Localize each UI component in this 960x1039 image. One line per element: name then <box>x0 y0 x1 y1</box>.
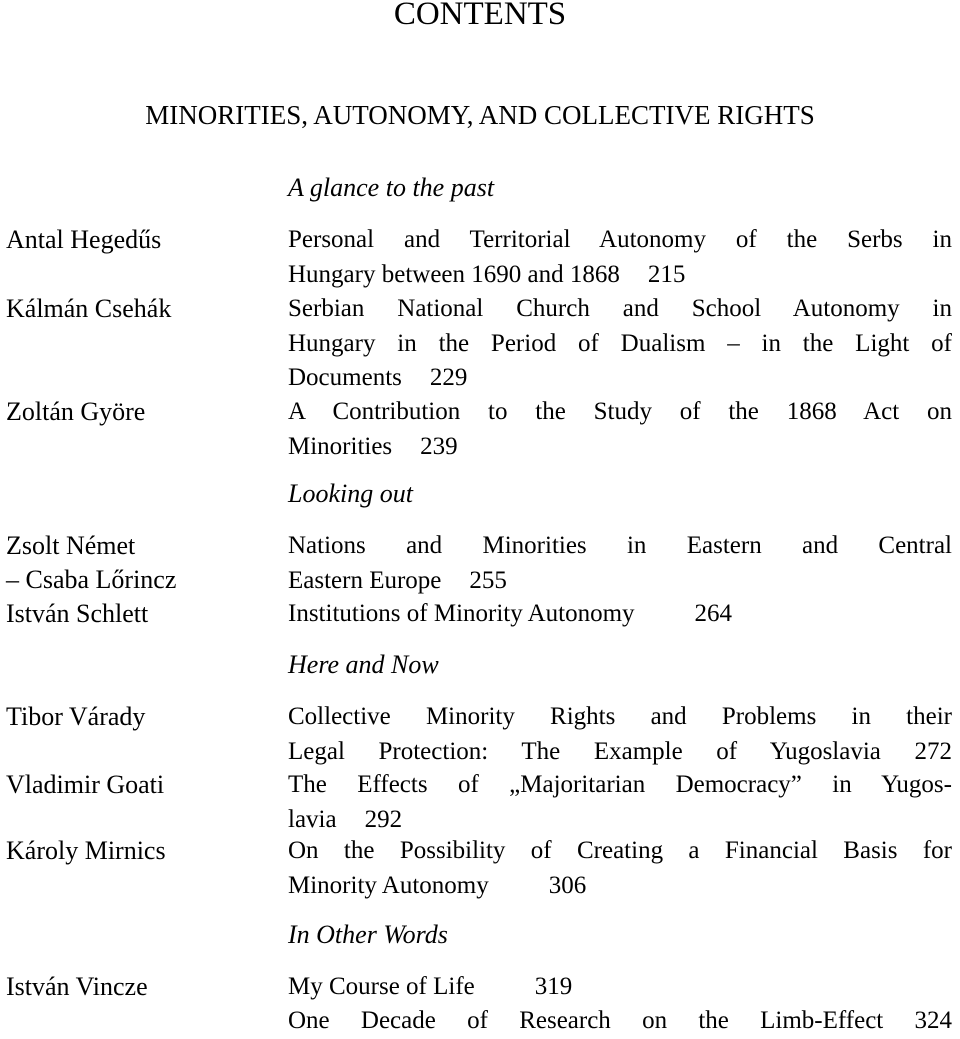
page-title: CONTENTS <box>393 0 567 32</box>
book-subtitle: MINORITIES, AUTONOMY, AND COLLECTIVE RIGHTS <box>145 100 815 130</box>
author-cseh-k: Kálmán Csehák <box>6 294 172 323</box>
toc-entry-1868-act[interactable] <box>288 395 952 464</box>
page-number: 272 <box>914 737 952 765</box>
entry-title-line: Minority Autonomy 306 <box>288 869 952 904</box>
page-number: 255 <box>469 566 507 594</box>
page-number: 319 <box>534 973 573 1000</box>
section-heading-past: A glance to the past <box>288 173 495 202</box>
toc-entry-financial-basis[interactable] <box>288 834 952 903</box>
author-gyore: Zoltán Györe <box>6 397 146 426</box>
author-vincze: István Vincze <box>6 972 148 1001</box>
toc-entry-course-of-life[interactable] <box>288 970 952 1005</box>
entry-title-line: Hungary between 1690 and 1868 215 <box>288 258 952 293</box>
author-goati: Vladimir Goati <box>6 770 165 799</box>
page-number: 264 <box>694 600 733 627</box>
entry-title-line: Collective Minority Rights and Problems in their <box>288 703 952 730</box>
entry-title-line: lavia 292 <box>288 803 952 838</box>
entry-title-line: Legal Protection: The Example of Yugoslavia 272 <box>288 737 952 765</box>
toc-entry-limb-effect[interactable] <box>288 1004 952 1039</box>
entry-title-line: Institutions of Minority Autonomy 264 <box>288 597 952 632</box>
page-number: 292 <box>364 805 403 833</box>
entry-title-line: Eastern Europe 255 <box>288 564 952 599</box>
section-heading-here-and-now: Here and Now <box>288 650 439 679</box>
entry-title-line: My Course of Life 319 <box>288 970 952 1005</box>
entry-title-line: The Effects of „Majoritarian Democracy” in Yugos- <box>288 771 952 798</box>
toc-entry-institutions[interactable] <box>288 597 952 632</box>
author-mirnics: Károly Mirnics <box>6 836 166 865</box>
author-name: – Csaba Lőrincz <box>6 565 177 594</box>
toc-entry-serbs-autonomy[interactable] <box>288 223 952 292</box>
toc-entry-majoritarian-democracy[interactable] <box>288 768 952 837</box>
section-heading-looking-out: Looking out <box>288 479 413 508</box>
page-number: 215 <box>647 260 686 288</box>
entry-title-line: Nations and Minorities in Eastern and Central <box>288 532 952 559</box>
page-number: 229 <box>429 364 468 391</box>
page-number: 306 <box>548 871 587 899</box>
section-heading-in-other-words: In Other Words <box>288 920 448 949</box>
author-varady: Tibor Várady <box>6 702 146 731</box>
entry-title-line: Serbian National Church and School Autonomy in <box>288 295 952 322</box>
author-nemet-lorincz <box>6 529 276 597</box>
entry-title-line: On the Possibility of Creating a Financial Basis for <box>288 837 952 864</box>
toc-entry-church-school[interactable] <box>288 292 952 396</box>
entry-title-line: Personal and Territorial Autonomy of the Serbs in <box>288 226 952 253</box>
toc-entry-nations-minorities[interactable] <box>288 529 952 598</box>
entry-title-line: Hungary in the Period of Dualism – in the Light of <box>288 329 952 357</box>
entry-title-line: Documents 229 <box>288 361 952 396</box>
author-hegedus: Antal Hegedűs <box>6 225 162 254</box>
entry-title-line: One Decade of Research on the Limb-Effect 324 <box>288 1007 952 1034</box>
page-number: 239 <box>420 432 458 460</box>
author-name: Zsolt Német <box>6 531 136 560</box>
toc-entry-collective-rights[interactable] <box>288 700 952 769</box>
entry-title-line: Minorities 239 <box>288 430 952 465</box>
page-number: 324 <box>914 1007 952 1034</box>
author-schlett: István Schlett <box>6 599 149 628</box>
entry-title-line: A Contribution to the Study of the 1868 Act on <box>288 398 952 425</box>
